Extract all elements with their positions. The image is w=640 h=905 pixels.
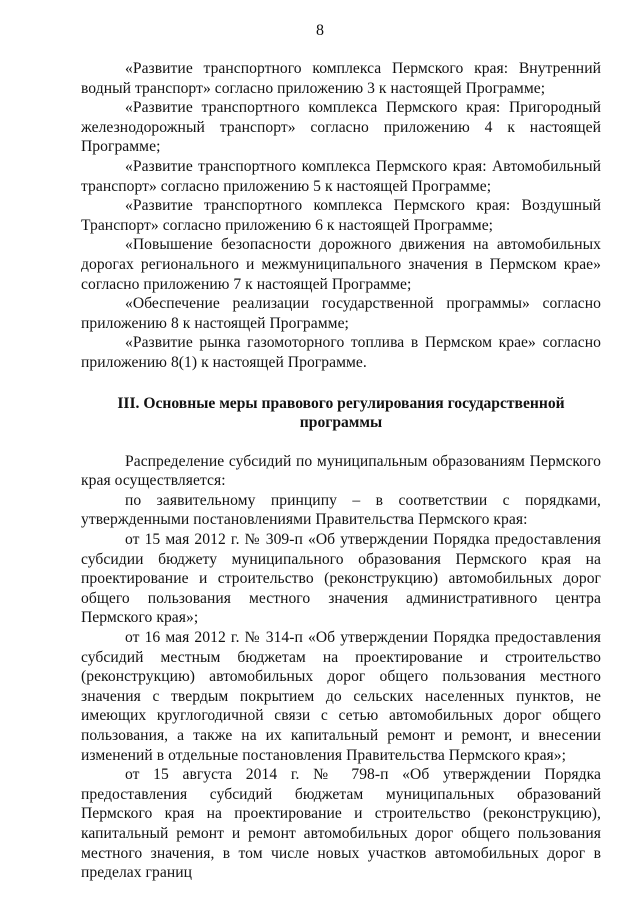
paragraph-appendix-4: «Развитие транспортного комплекса Пермского края: Пригородный железнодорожный транспорт» согласно приложению 4 к настоящей Программе; [81, 99, 601, 156]
document-body [81, 59, 601, 883]
paragraph-appendix-8-1: «Развитие рынка газомоторного топлива в Пермском крае» согласно приложению 8(1) к настоящей Программе. [81, 334, 601, 371]
paragraph-appendix-7: «Повышение безопасности дорожного движения на автомобильных дорогах регионального и межмуниципального значения в Пермском крае» согласно приложению 7 к настоящей Программе; [81, 236, 601, 293]
paragraph-subsidy-distribution: Распределение субсидий по муниципальным образованиям Пермского края осуществляется: [81, 452, 601, 490]
paragraph-appendix-5: «Развитие транспортного комплекса Пермского края: Автомобильный транспорт» согласно приложению 5 к настоящей Программе; [81, 157, 601, 195]
page-number: 8 [316, 22, 324, 39]
paragraph-appendix-8: «Обеспечение реализации государственной программы» согласно приложению 8 к настоящей Программе; [81, 295, 601, 332]
section-heading: III. Основные меры правового регулирования государственной программы [117, 394, 565, 432]
paragraph-resolution-798: от 15 августа 2014 г. № 798-п «Об утверждении Порядка предоставления субсидий бюджетам муниципальных образований Пермского края на проектирование и строительство (реконструкцию), капитальный ремонт и ремонт автомобильных дорог общего пользования местного значения, в том числе новых участков автомобильных дорог в пределах границ [81, 766, 601, 882]
paragraph-application-principle: по заявительному принципу – в соответствии с порядками, утвержденными постановлениями Правительства Пермского края: [81, 491, 601, 529]
paragraph-appendix-3: «Развитие транспортного комплекса Пермского края: Внутренний водный транспорт» согласно приложению 3 к настоящей Программе; [81, 60, 601, 97]
paragraph-resolution-314: от 16 мая 2012 г. № 314-п «Об утверждении Порядка предоставления субсидий местным бюджетам на проектирование и строительство (реконструкцию) автомобильных дорог общего пользования местного значения с твердым покрытием до сельских населенных пунктов, не имеющих круглогодичной связи с сетью автомобильных дорог общего пользования, а также на их капитальный ремонт и ремонт, и внесении изменений в отдельные постановления Правительства Пермского края»; [81, 629, 601, 764]
paragraph-resolution-309: от 15 мая 2012 г. № 309-п «Об утверждении Порядка предоставления субсидии бюджету муниципального образования Пермского края на проектирование и строительство (реконструкцию) автомобильных дорог общего пользования местного значения административного центра Пермского края»; [81, 531, 601, 627]
paragraph-appendix-6: «Развитие транспортного комплекса Пермского края: Воздушный Транспорт» согласно приложению 6 к настоящей Программе; [81, 197, 601, 234]
